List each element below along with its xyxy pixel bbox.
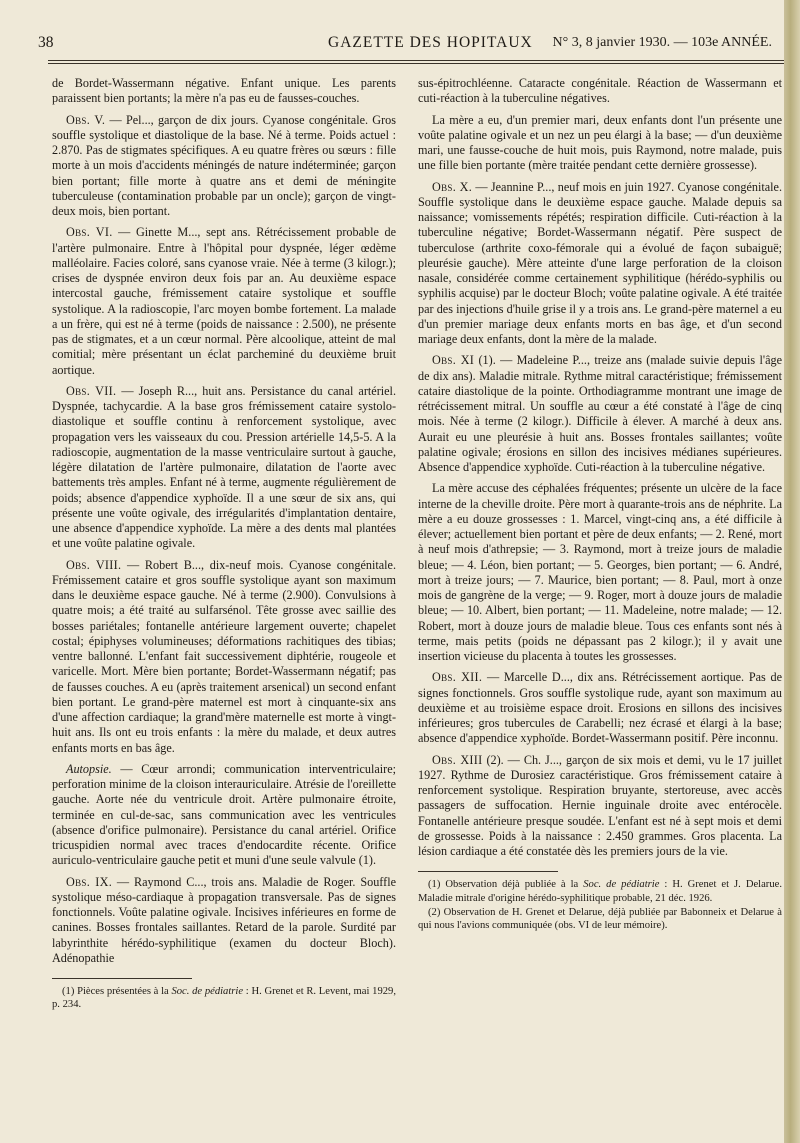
observation-paragraph [52, 762, 396, 869]
observation-heading: Obs. XI [432, 353, 475, 368]
observation-heading: Obs. V. [66, 112, 106, 127]
left-column [52, 76, 396, 1012]
paragraph-text: — Robert B..., dix-neuf mois. Cyanose congénitale. Frémissement cataire et gros souffle systolique ayant son maximum dans le deuxième espace gauche. Né à terme (2.900). Convulsions à quatre mois; a été traité au sulfarsénol. Tête grosse avec saillie des bosses pariétales; fontanelle antérieure largement ouverte; chapelet costal; épiphyses volumineuses; déformations rachitiques des tibias; ventre ballonné. L'enfant fait successivement diphtérie, rougeole et varicelle. Mort. Mère bien portante; Bordet-Wassermann négatif; pas de fausses couches. A eu (après traitement arsenical) un second enfant bien portant. Le grand-père maternel est mort à cinquante-six ans d'une affection cardiaque; la grand'mère maternelle est morte à vingt-huit ans. Ils ont eu trois enfants : la mère du malade, et deux autres enfants morts en bas âge. [52, 557, 396, 755]
observation-paragraph [418, 670, 782, 746]
page-number: 38 [38, 34, 54, 51]
footnote-text: (1) Pièces présentées à la [62, 986, 172, 997]
footnote-rule [52, 978, 192, 979]
footnotes [418, 878, 782, 933]
paragraph-text: — Cœur arrondi; communication interventriculaire; perforation minime de la cloison interauriculaire. Atrésie de l'oreillette gauche. Aorte née du ventricule droit. Artère pulmonaire étroite, terminée en cul-de-sac, sans communication avec les ventricules (absence d'orifice pulmonaire). Persistance du canal artériel. Orifice tricuspidien normal avec traces d'endocardite récente. Orifice auriculo-ventriculaire gauche petit et muni d'une seule valvule (1). [52, 761, 396, 868]
observation-paragraph [418, 180, 782, 348]
observation-paragraph [52, 225, 396, 378]
paragraph [418, 113, 782, 174]
observation-paragraph [52, 113, 396, 220]
observation-heading: Obs. IX. [66, 874, 113, 889]
journal-title: GAZETTE DES HOPITAUX [328, 34, 533, 51]
observation-heading: Obs. VI. [66, 225, 113, 240]
paragraph-text: La mère a eu, d'un premier mari, deux enfants dont l'un présente une voûte palatine ogivale et un nez un peu élargi à la base; — d'un deuxième mari, une fausse-couche de huit mois, puis Raymond, notre malade, puis une fille bien portante (mère traitée pendant cette dernière grossesse). [418, 112, 782, 173]
paragraph [418, 76, 782, 107]
paragraph-text: de Bordet-Wassermann négative. Enfant unique. Les parents paraissent bien portants; la mère n'a pas eu de fausses-couches. [52, 76, 396, 106]
right-column [418, 76, 782, 933]
paragraph [418, 481, 782, 664]
footnote [418, 906, 782, 933]
paragraph-text: (2). — Ch. J..., garçon de six mois et demi, vu le 17 juillet 1927. Rythme de Durosiez caractéristique. Gros frémissement cataire à renforcement systolique. Respiration bruyante, stertoreuse, avec accès passagers de suffocation. Hernie inguinale droite avec entérocèle. Fontanelle antérieure presque soudée. L'enfant est né à sept mois et demi de grossesse. Poids à la naissance : 2.450 grammes. Gros placenta. La lésion cardiaque a été constatée dès les premiers jours de la vie. [418, 752, 782, 858]
footnote [52, 985, 396, 1012]
footnote-rule [418, 871, 558, 872]
footnote-rest: : H. Grenet et R. Levent, mai 1929, p. 234. [52, 986, 396, 1011]
observation-heading: Obs. XII. [432, 670, 483, 685]
observation-paragraph [418, 753, 782, 860]
paragraph-text: — Raymond C..., trois ans. Maladie de Roger. Souffle systolique méso-cardiaque à propagation transversale. Pas de signes fonctionnels. Voûte palatine ogivale. Incisives inférieures en forme de canines. Bosses frontales saillantes. Retard de la parole. Surdité par labyrinthite hérédo-syphilitique (examen du docteur Bloch). Adénopathie [52, 874, 397, 965]
observation-paragraph [52, 558, 396, 756]
observation-heading: Autopsie. [66, 761, 112, 776]
paragraph-text: (1). — Madeleine P..., treize ans (malade suivie depuis l'âge de dix ans). Maladie mitrale. Rythme mitral caractéristique; frémissement cataire diastolique de la pointe. Orthodiagramme montrant une image de rétrécissement mitral. Un souffle au cœur a été constaté à l'âge de cinq mois. Née à terme (2 kilogr.). Difficile à élever. A marché à deux ans. Aurait eu une pleurésie à huit ans. Bosses frontales saillantes; voûte palatine ogivale; érosions en sillon des incisives médianes supérieures. Absence d'appendice xyphoïde. Cuti-réaction à la tuberculine négative. [418, 353, 782, 474]
page-header [38, 32, 780, 54]
paragraph-text: — Marcelle D..., dix ans. Rétrécissement aortique. Pas de signes fonctionnels. Gros souffle systolique rude, ayant son maximum au deuxième et au troisième espace droit. Erosions en sillons des incisives inférieures; gros tubercules de Carabelli; nez écrasé et élargi à la base; absence d'appendice xyphoïde. Bordet-Wassermann positif. Père inconnu. [418, 670, 782, 746]
footnote-text: (1) Observation déjà publiée à la [428, 879, 584, 891]
paragraph-text: — Ginette M..., sept ans. Rétrécissement probable de l'artère pulmonaire. Entre à l'hôpital pour dyspnée, léger œdème malléolaire. Facies coloré, sans cyanose vraie. Née à terme (3 kilogr.); crises de dyspnée environ deux fois par an. Au deuxième espace intercostal gauche, frémissement cataire systolique et souffle systolique. A la radioscopie, l'arc moyen bombe fortement. La malade a un frère, qui est né à terme (poids de naissance : 2.500), ne présente pas de stigmates, et a un cœur normal. Père alcoolique, atteint de mal comitial; mère présentant un éclat parcheminé du deuxième bruit aortique. [52, 225, 396, 377]
footnote [418, 878, 782, 905]
paragraph-text: La mère accuse des céphalées fréquentes; présente un ulcère de la face interne de la cheville droite. Père mort à quarante-trois ans de néphrite. La mère a eu douze grossesses : 1. Marcel, vingt-cinq ans, a été difficile à élever; actuellement bien portant et père de deux enfants; — 2. René, mort à neuf mois d'athrepsie; — 3. Raymond, mort à treize jours de maladie bleue; — 4. Léon, bien portant; — 5. Georges, bien portant; — 6. André, mort à treize jours; — 7. Maurice, bien portant; — 8. Paul, mort à onze mois de gangrène de la verge; — 9. Roger, mort à douze jours de maladie bleue; — 10. Albert, bien portant; — 11. Madeleine, notre malade; — 12. Robert, mort à douze jours de maladie bleue. Tous ces enfants sont nés à terme, mais petits (poids ne dépassant pas 2 kilogr.); il y avait une insertion vicieuse du placenta à toutes les grossesses. [418, 481, 782, 663]
header-rule-thin [48, 63, 784, 64]
observation-paragraph [52, 384, 396, 552]
footnote-journal: Soc. de pédiatrie [583, 879, 660, 891]
observation-heading: Obs. VII. [66, 383, 117, 398]
header-rule [48, 60, 784, 61]
paragraph-text: — Pel..., garçon de dix jours. Cyanose congénitale. Gros souffle systolique et diastolique de la base. Né à terme. Poids actuel : 2.870. Pas de stigmates spécifiques. A eu quatre frères ou sœurs : fille morte à un mois d'accidents méningés de nature indéterminée; garçon bien portant; fille morte à quatre ans et demi de méningite tuberculeuse (contamination probable par un oncle); garçon de vingt-deux mois, bien portant. [52, 112, 396, 218]
paragraph-text: — Joseph R..., huit ans. Persistance du canal artériel. Dyspnée, tachycardie. A la base gros frémissement cataire systolo-diastolique et souffle continu à renforcement systolique, avec propagation vers les vaisseaux du cou. Pression artérielle 14,5-5. A la radioscopie, augmentation de la masse ventriculaire surtout à gauche, légère dilatation de l'artère pulmonaire, dilatation de l'aorte avec battements très amples. Enfant né à terme, augmente régulièrement de poids; absence d'appendice xyphoïde. Il a une sœur de six ans, qui présente une voûte ogivale, des irrégularités d'implantation dentaire, une absence d'appendice xyphoïde. La mère a des dents mal plantées et une voûte palatine ogivale. [52, 383, 396, 551]
footnotes [52, 985, 396, 1012]
observation-heading: Obs. XIII [432, 752, 483, 767]
footnote-text: (2) Observation de H. Grenet et Delarue, déjà publiée par Babonneix et Delarue à qui nous l'avions communiquée (obs. VI de leur mémoire). [418, 907, 782, 932]
observation-paragraph [418, 353, 782, 475]
observation-paragraph [52, 875, 396, 967]
footnote-journal: Soc. de pédiatrie [171, 986, 244, 997]
footnote-rest: : H. Grenet et J. Delarue. Maladie mitrale d'origine hérédo-syphilitique probable, 21 déc. 1926. [418, 879, 782, 904]
paragraph-text: — Jeannine P..., neuf mois en juin 1927. Cyanose congénitale. Souffle systolique dans le deuxième espace gauche. Malade depuis sa naissance; vomissements répétés; respiration difficile. Cuti-réaction à la tuberculine négative; Bordet-Wassermann négatif. Père suspect de tuberculose (arthrite coxo-fémorale qui a évolué de façon subaiguë; pleurésie gauche). Mère atteinte d'une large perforation de la cloison nasale, considérée comme certainement syphilitique (hérédo-syphilis ou syphilis acquise) par le docteur Bloch; voûte palatine ogivale. A été traitée par des injections d'huile grise il y a trois ans. Le grand-père maternel a eu d'un premier mariage deux enfants morts en bas âge, et d'un second mariage deux enfants, dont la mère de la malade. [418, 179, 782, 346]
page-edge [784, 0, 800, 1143]
observation-heading: Obs. X. [432, 179, 473, 194]
paragraph [52, 76, 396, 107]
issue-info: N° 3, 8 janvier 1930. — 103e ANNÉE. [552, 35, 772, 50]
paragraph-text: sus-épitrochléenne. Cataracte congénitale. Réaction de Wassermann et cuti-réaction à la tuberculine négatives. [418, 76, 782, 106]
observation-heading: Obs. VIII. [66, 557, 122, 572]
